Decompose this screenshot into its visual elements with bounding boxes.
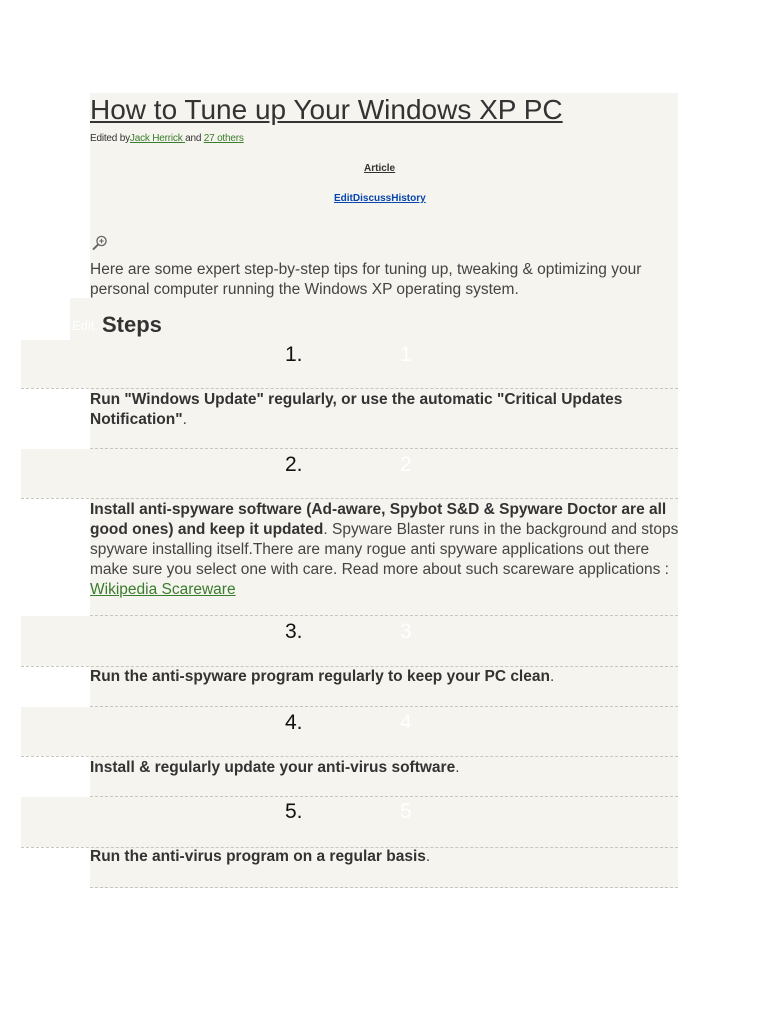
intro-paragraph: Here are some expert step-by-step tips for tuning up, tweaking & optimizing your personal computer running the Windows XP operating system. <box>90 261 642 298</box>
step-band-4 <box>21 707 678 756</box>
step-rest-text: . <box>549 668 555 685</box>
step-text <box>90 500 680 600</box>
byline-conjunction: and <box>185 133 204 144</box>
wikipedia-scareware-link[interactable]: Wikipedia Scareware <box>90 581 236 598</box>
step-band-3 <box>21 616 678 666</box>
step-band-5 <box>21 797 678 847</box>
step-bold-text: Run "Windows Update" regularly, or use the automatic "Critical Updates Notification" <box>90 391 623 428</box>
step-rest-text: . <box>425 848 431 865</box>
divider <box>21 388 678 389</box>
divider <box>90 706 678 707</box>
tab-discuss[interactable]: Discuss <box>352 193 392 204</box>
step-anchor: 5 <box>400 800 412 823</box>
panel-notch <box>678 146 684 174</box>
step-number: 2. <box>285 453 303 476</box>
step-number: 4. <box>285 711 303 734</box>
step-bold-text: Install & regularly update your anti-virus software <box>90 759 456 776</box>
others-link[interactable]: 27 others <box>203 133 244 144</box>
step-text <box>90 847 680 867</box>
article-actions <box>334 193 426 204</box>
step-bold-text: Run the anti-virus program on a regular basis <box>90 848 426 865</box>
divider <box>90 615 678 616</box>
step-anchor: 1 <box>400 343 412 366</box>
step-anchor: 4 <box>400 711 412 734</box>
tab-article[interactable]: Article <box>364 163 396 174</box>
divider <box>21 498 678 499</box>
step-band-1 <box>21 340 678 388</box>
step-band-2 <box>21 449 678 498</box>
tab-history[interactable]: History <box>391 193 426 204</box>
byline <box>90 133 244 145</box>
divider <box>90 887 678 888</box>
step-number: 5. <box>285 800 303 823</box>
steps-heading: Steps <box>102 312 162 337</box>
step-anchor: 3 <box>400 620 412 643</box>
step-number: 3. <box>285 620 303 643</box>
author-link[interactable]: Jack Herrick <box>129 133 186 144</box>
divider <box>90 448 678 449</box>
step-anchor: 2 <box>400 453 412 476</box>
step-rest-text: . <box>182 411 187 428</box>
step-bold-text: Run the anti-spyware program regularly to keep your PC clean <box>90 668 550 685</box>
step-text <box>90 667 680 687</box>
tab-edit[interactable]: Edit <box>334 193 353 204</box>
divider <box>21 756 678 757</box>
page-title[interactable]: How to Tune up Your Windows XP PC <box>90 94 563 125</box>
byline-prefix: Edited by <box>90 133 130 144</box>
step-number: 1. <box>285 343 303 366</box>
step-text <box>90 390 680 430</box>
step-rest-text: . <box>455 759 460 776</box>
steps-edit-link[interactable]: Edit <box>72 318 95 333</box>
step-rest-text: . Spyware Blaster runs in the background and stops spyware installing itself.There are many rogue anti spyware applications out there make sure you select one with care. Read more about such scareware applications : <box>90 521 679 578</box>
zoom-in-icon[interactable] <box>91 234 109 252</box>
step-text <box>90 758 680 778</box>
step-bold-text: Install anti-spyware software (Ad-aware, Spybot S&D & Spyware Doctor are all good ones) and keep it updated <box>90 501 667 538</box>
divider <box>90 796 678 797</box>
